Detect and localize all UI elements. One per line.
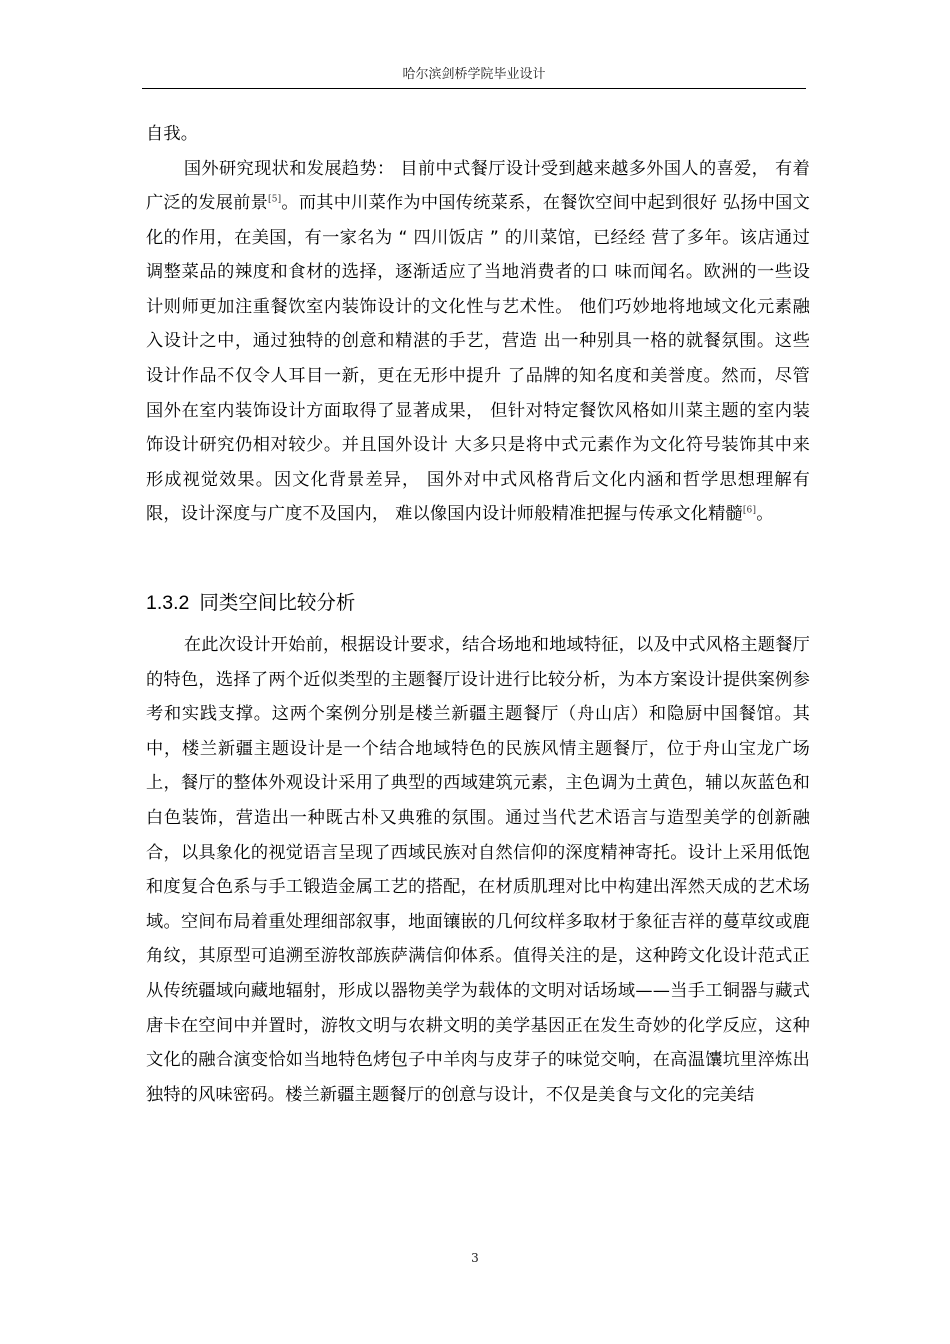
- section-heading: [146, 588, 810, 618]
- page-number: 3: [471, 1251, 479, 1265]
- paragraph-foreign-research: [146, 152, 810, 533]
- paragraph-text: 国外研究现状和发展趋势： 目前中式餐厅设计受到越来越多外国人的喜爱， 有着广泛的发展前景: [146, 158, 810, 214]
- page-header: 哈尔滨剑桥学院毕业设计: [402, 67, 546, 82]
- paragraph-comparison: 在此次设计开始前，根据设计要求，结合场地和地域特征，以及中式风格主题餐厅的特色，选择了两个近似类型的主题餐厅设计进行比较分析，为本方案设计提供案例参考和实践支撑。这两个案例分别是楼兰新疆主题餐厅（舟山店）和隐厨中国餐馆。其中，楼兰新疆主题设计是一个结合地域特色的民族风情主题餐厅，位于舟山宝龙广场上，餐厅的整体外观设计采用了典型的西域建筑元素，主色调为土黄色，辅以灰蓝色和白色装饰，营造出一种既古朴又典雅的氛围。通过当代艺术语言与造型美学的创新融合，以具象化的视觉语言呈现了西域民族对自然信仰的深度精神寄托。设计上采用低饱和度复合色系与手工锻造金属工艺的搭配，在材质肌理对比中构建出浑然天成的艺术场域。空间布局着重处理细部叙事，地面镶嵌的几何纹样多取材于象征吉祥的蔓草纹或鹿角纹，其原型可追溯至游牧部族萨满信仰体系。值得关注的是，这种跨文化设计范式正从传统疆域向藏地辐射，形成以器物美学为载体的文明对话场域——当手工铜器与藏式唐卡在空间中并置时，游牧文明与农耕文明的美学基因正在发生奇妙的化学反应，这种文化的融合演变恰如当地特色烤包子中羊肉与皮芽子的味觉交响，在高温馕坑里淬炼出独特的风味密码。楼兰新疆主题餐厅的创意与设计，不仅是美食与文化的完美结: [146, 635, 810, 1105]
- paragraph-text: 。而其中川菜作为中国传统菜系，在餐饮空间中起到很好 弘扬中国文化的作用，在美国，有一家名为 “ 四川饭店 ” 的川菜馆，已经经 营了多年。该店通过调整菜品的辣度和食材的选择，逐渐适应了当地消费者的口 味而闻名。欧洲的一些设计则师更加注重餐饮室内装饰设计的文化性与艺术性。 他们巧妙地将地域文化元素融入设计之中，通过独特的创意和精湛的手艺，营造 出一种别具一格的就餐氛围。这些设计作品不仅令人耳目一新，更在无形中提升 了品牌的知名度和美誉度。然而，尽管国外在室内装饰设计方面取得了显著成果， 但针对特定餐饮风格如川菜主题的室内装饰设计研究仍相对较少。并且国外设计 大多只是将中式元素作为文化符号装饰其中来形成视觉效果。因文化背景差异， 国外对中式风格背后文化内涵和哲学思想理解有限，设计深度与广度不及国内， 难以像国内设计师般精准把握与传承文化精髓: [146, 193, 810, 525]
- continuation-text: 自我。: [146, 124, 199, 144]
- citation-6: [6]: [742, 505, 757, 516]
- section-number: 1.3.2: [146, 592, 190, 614]
- paragraph-text: 。: [756, 504, 774, 525]
- section-title: 同类空间比较分析: [199, 591, 356, 614]
- header-divider: [142, 88, 806, 89]
- citation-5: [5]: [268, 194, 282, 205]
